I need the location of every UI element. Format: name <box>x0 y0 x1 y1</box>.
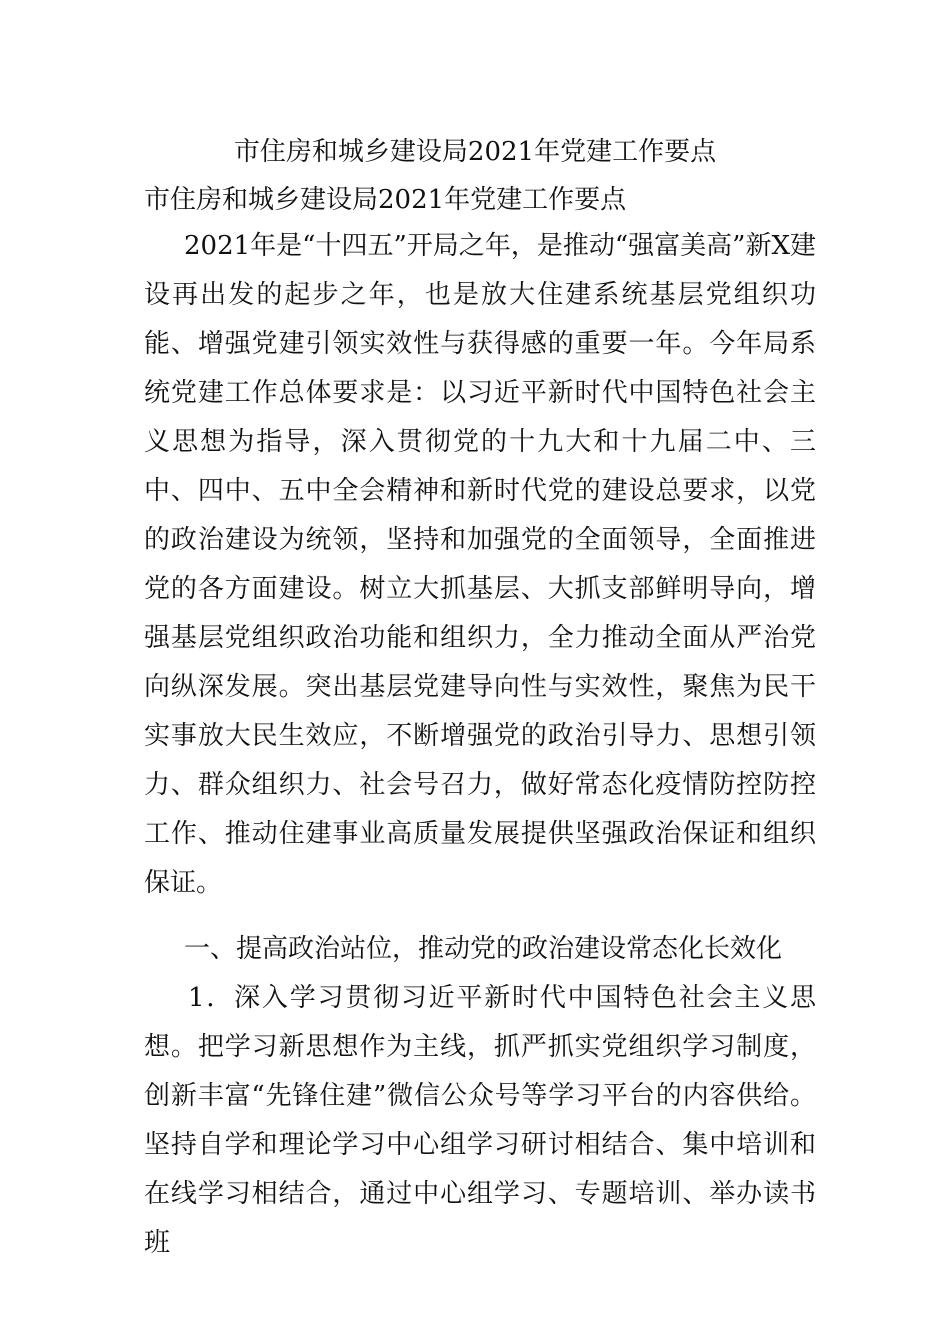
section-1-paragraph: 1．深入学习贯彻习近平新时代中国特色社会主义思想。把学习新思想作为主线，抓严抓实党组织学习制度，创新丰富“先锋住建”微信公众号等学习平台的内容供给。坚持自学和理论学习中心组学习研讨相结合、集中培训和在线学习相结合，通过中心组学习、专题培训、举办读书班 <box>144 983 816 1258</box>
document-subtitle: 市住房和城乡建设局2021年党建工作要点 <box>144 185 627 215</box>
intro-paragraph: 2021年是“十四五”开局之年，是推动“强富美高”新X建设再出发的起步之年，也是放大住建系统基层党组织功能、增强党建引领实效性与获得感的重要一年。今年局系统党建工作总体要求是：以习近平新时代中国特色社会主义思想为指导，深入贯彻党的十九大和十九届二中、三中、四中、五中全会精神和新时代党的建设总要求，以党的政治建设为统领，坚持和加强党的全面领导，全面推进党的各方面建设。树立大抓基层、大抓支部鲜明导向，增强基层党组织政治功能和组织力，全力推动全面从严治党向纵深发展。突出基层党建导向性与实效性，聚焦为民干实事放大民生效应，不断增强党的政治引导力、思想引领力、群众组织力、社会号召力，做好常态化疫情防控防控工作、推动住建事业高质量发展提供坚强政治保证和组织保证。 <box>144 231 816 898</box>
document-title: 市住房和城乡建设局2021年党建工作要点 <box>233 137 717 167</box>
section-heading-1: 一、提高政治站位，推动党的政治建设常态化长效化 <box>184 934 783 964</box>
